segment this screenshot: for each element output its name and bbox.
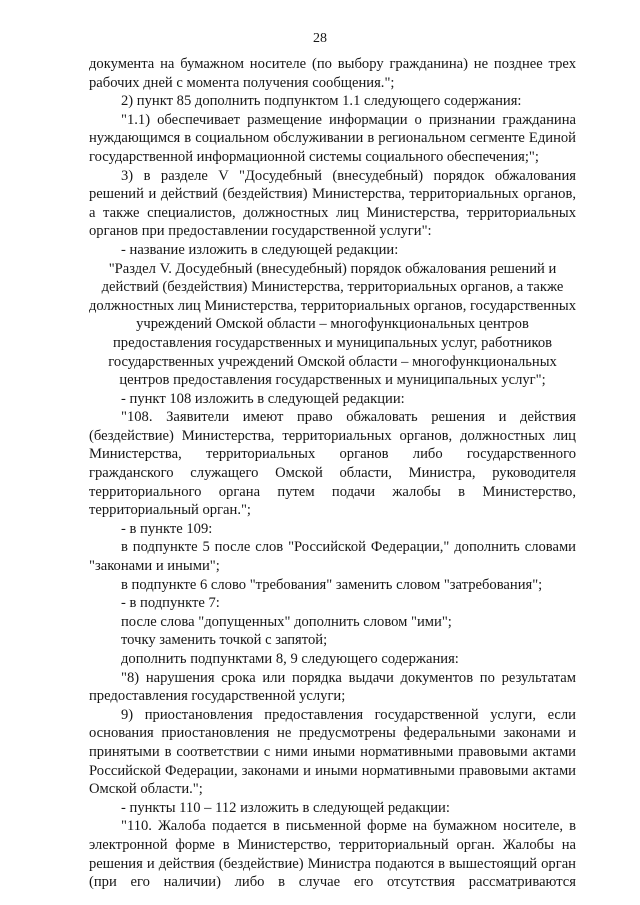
paragraph: - в пункте 109: <box>121 520 213 537</box>
paragraph: в подпункте 6 слово "требования" заменить словом "затребования"; <box>121 576 543 593</box>
document-body <box>89 55 576 892</box>
paragraph: в подпункте 5 после слов "Российской Федерации," дополнить словами "законами и иными"; <box>89 539 576 575</box>
paragraph: документа на бумажном носителе (по выбору гражданина) не позднее трех рабочих дней с момента получения сообщения."; <box>89 56 576 91</box>
paragraph: точку заменить точкой с запятой; <box>121 632 328 649</box>
paragraph: 2) пункт 85 дополнить подпунктом 1.1 следующего содержания: <box>121 93 522 110</box>
paragraph: - в подпункте 7: <box>121 595 220 612</box>
paragraph: - название изложить в следующей редакции: <box>121 241 399 258</box>
paragraph: дополнить подпунктами 8, 9 следующего содержания: <box>121 651 459 667</box>
paragraph: 3) в разделе V "Досудебный (внесудебный) порядок обжалования решений и действий (бездействия) Министерства, территориальных органов, а также специалистов, должностных лиц Министерства, территориальных органов при предоставлении государственной услуги": <box>89 167 576 240</box>
page-number: 28 <box>313 31 327 46</box>
paragraph: "108. Заявители имеют право обжаловать решения и действия (бездействие) Министерства, территориальных органов, должностных лиц Министерства, территориальных органов либо государственного гражданского служащего Омской области, Министра, руководителя территориального органа путем подачи жалобы в Министерство, территориальный орган."; <box>89 409 576 519</box>
paragraph: - пункт 108 изложить в следующей редакции: <box>121 390 405 407</box>
paragraph: после слова "допущенных" дополнить словом "ими"; <box>121 613 452 630</box>
section-title-quote: "Раздел V. Досудебный (внесудебный) порядок обжалования решений и действий (бездействия) Министерства, территориальных органов, а также должностных лиц Министерства, территориальных органов, государственных учреждений Омской области – многофункциональных центров предоставления государственных и муниципальных услуг, работников государственных учреждений Омской области – многофункциональных центров предоставления государственных и муниципальных услуг"; <box>89 260 577 389</box>
paragraph: 9) приостановления предоставления государственной услуги, если основания приостановления не предусмотрены федеральными законами и принятыми в соответствии с ними иными нормативными правовыми актами Российской Федерации, законами и иными нормативными правовыми актами Омской области."; <box>89 706 576 798</box>
paragraph: - пункты 110 – 112 изложить в следующей редакции: <box>121 799 450 816</box>
paragraph: "1.1) обеспечивает размещение информации о признании гражданина нуждающимся в социальном обслуживании в региональном сегменте Единой государственной информационной системы социального обеспечения;"; <box>89 111 576 165</box>
paragraph: "110. Жалоба подается в письменной форме на бумажном носителе, в электронной форме в Министерство, территориальный орган. Жалобы на решения и действия (бездействие) Министра подаются в вышестоящий орган (при его наличии) либо в случае его отсутствия рассматриваются <box>89 818 576 891</box>
paragraph: "8) нарушения срока или порядка выдачи документов по результатам предоставления государственной услуги; <box>89 669 576 705</box>
